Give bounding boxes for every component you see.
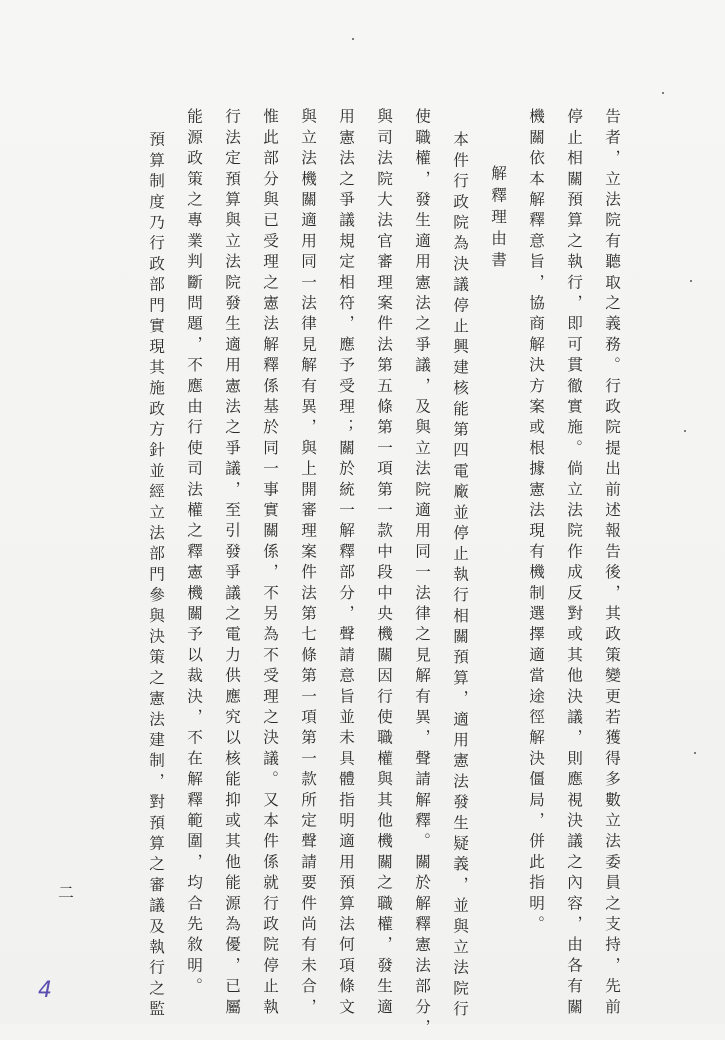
text-column-3: 機關依本解釋意旨，協商解決方案或根據憲法現有機制選擇適當途徑解決僵局，併此指明。 bbox=[527, 108, 545, 936]
page-number: 二 bbox=[58, 883, 75, 902]
text-column-13: 預算制度乃行政部門實現其施政方針並經立法部門參與決策之憲法建制，對預算之審議及執行之監 bbox=[147, 131, 165, 1022]
text-column-8: 用憲法之爭議規定相符，應予受理；關於統一解釋部分，聲請意旨並未具體指明適用預算法何項條文 bbox=[337, 108, 355, 1019]
text-column-9: 與立法機關適用同一法律見解有異，與上開審理案件法第七條第一項第一款所定聲請要件尚有未合， bbox=[299, 108, 317, 1019]
text-column-11: 行法定預算與立法院發生適用憲法之爭議，至引發爭議之電力供應究以核能抑或其他能源為優，已屬 bbox=[223, 108, 241, 1019]
scan-speck bbox=[662, 92, 664, 94]
text-column-5: 本件行政院為決議停止興建核能第四電廠並停止執行相關預算，適用憲法發生疑義，並與立法院行 bbox=[451, 131, 469, 1022]
handwritten-mark: 4 bbox=[38, 978, 52, 1003]
text-column-12: 能源政策之專業判斷問題，不應由行使司法權之釋憲機關予以裁決，不在解釋範圍，均合先敘明。 bbox=[185, 108, 203, 999]
text-column-6: 使職權，發生適用憲法之爭議，及與立法院適用同一法律之見解有異，聲請解釋。關於解釋憲法部分， bbox=[413, 108, 431, 1040]
scan-speck bbox=[690, 280, 692, 282]
scan-speck bbox=[694, 752, 696, 754]
section-heading: 解釋理由書 bbox=[489, 165, 507, 273]
text-column-7: 與司法院大法官審理案件法第五條第一項第一款中段中央機關因行使職權與其他機關之職權，發生適 bbox=[375, 108, 393, 1019]
text-column-2: 停止相關預算之執行，即可貫徹實施。倘立法院作成反對或其他決議，則應視決議之內容，由各有關 bbox=[565, 108, 583, 1019]
scan-speck bbox=[352, 38, 354, 40]
scan-speck bbox=[684, 430, 686, 432]
text-column-1: 告者，立法院有聽取之義務。行政院提出前述報告後，其政策變更若獲得多數立法委員之支持，先前 bbox=[603, 108, 621, 1019]
text-column-10: 惟此部分與已受理之憲法解釋係基於同一事實關係，不另為不受理之決議。又本件係就行政院停止執 bbox=[261, 108, 279, 1019]
